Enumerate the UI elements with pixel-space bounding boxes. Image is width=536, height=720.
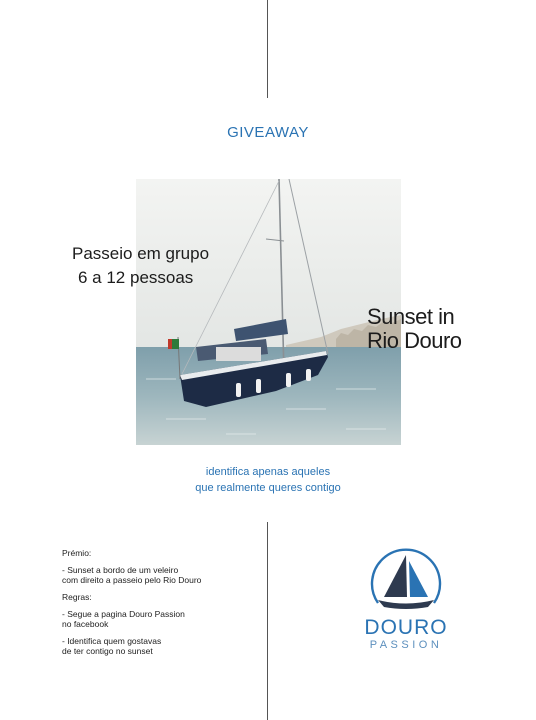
group-line-1: Passeio em grupo <box>72 244 210 263</box>
sunset-title <box>367 305 462 353</box>
douro-passion-logo <box>355 545 457 652</box>
tagline <box>0 464 536 496</box>
logo-word-douro: DOURO <box>364 616 448 639</box>
prize-line-2: com direito a passeio pelo Rio Douro <box>62 575 202 585</box>
rules-heading: Regras: <box>62 592 92 602</box>
rule-2-line-2: de ter contigo no sunset <box>62 646 153 656</box>
giveaway-title: GIVEAWAY <box>227 124 309 141</box>
logo-word-passion: PASSION <box>369 639 443 651</box>
group-line-2: 6 a 12 pessoas <box>78 268 194 287</box>
prize-heading: Prémio: <box>62 548 92 558</box>
rules-block <box>62 548 201 656</box>
sunset-line-1: Sunset in <box>367 304 455 329</box>
sunset-line-2: Rio Douro <box>367 328 462 353</box>
divider-top <box>267 0 268 98</box>
rule-2-line-1: - Identifica quem gostavas <box>62 636 162 646</box>
rule-1-line-2: no facebook <box>62 619 109 629</box>
divider-bottom <box>267 522 268 720</box>
sailboat-photo <box>136 179 401 445</box>
group-trip-text <box>72 242 209 290</box>
rule-1-line-1: - Segue a pagina Douro Passion <box>62 609 185 619</box>
prize-line-1: - Sunset a bordo de um veleiro <box>62 565 179 575</box>
sailboat-icon <box>366 545 446 615</box>
tagline-line-2: que realmente queres contigo <box>195 482 341 494</box>
tagline-line-1: identifica apenas aqueles <box>205 466 331 478</box>
